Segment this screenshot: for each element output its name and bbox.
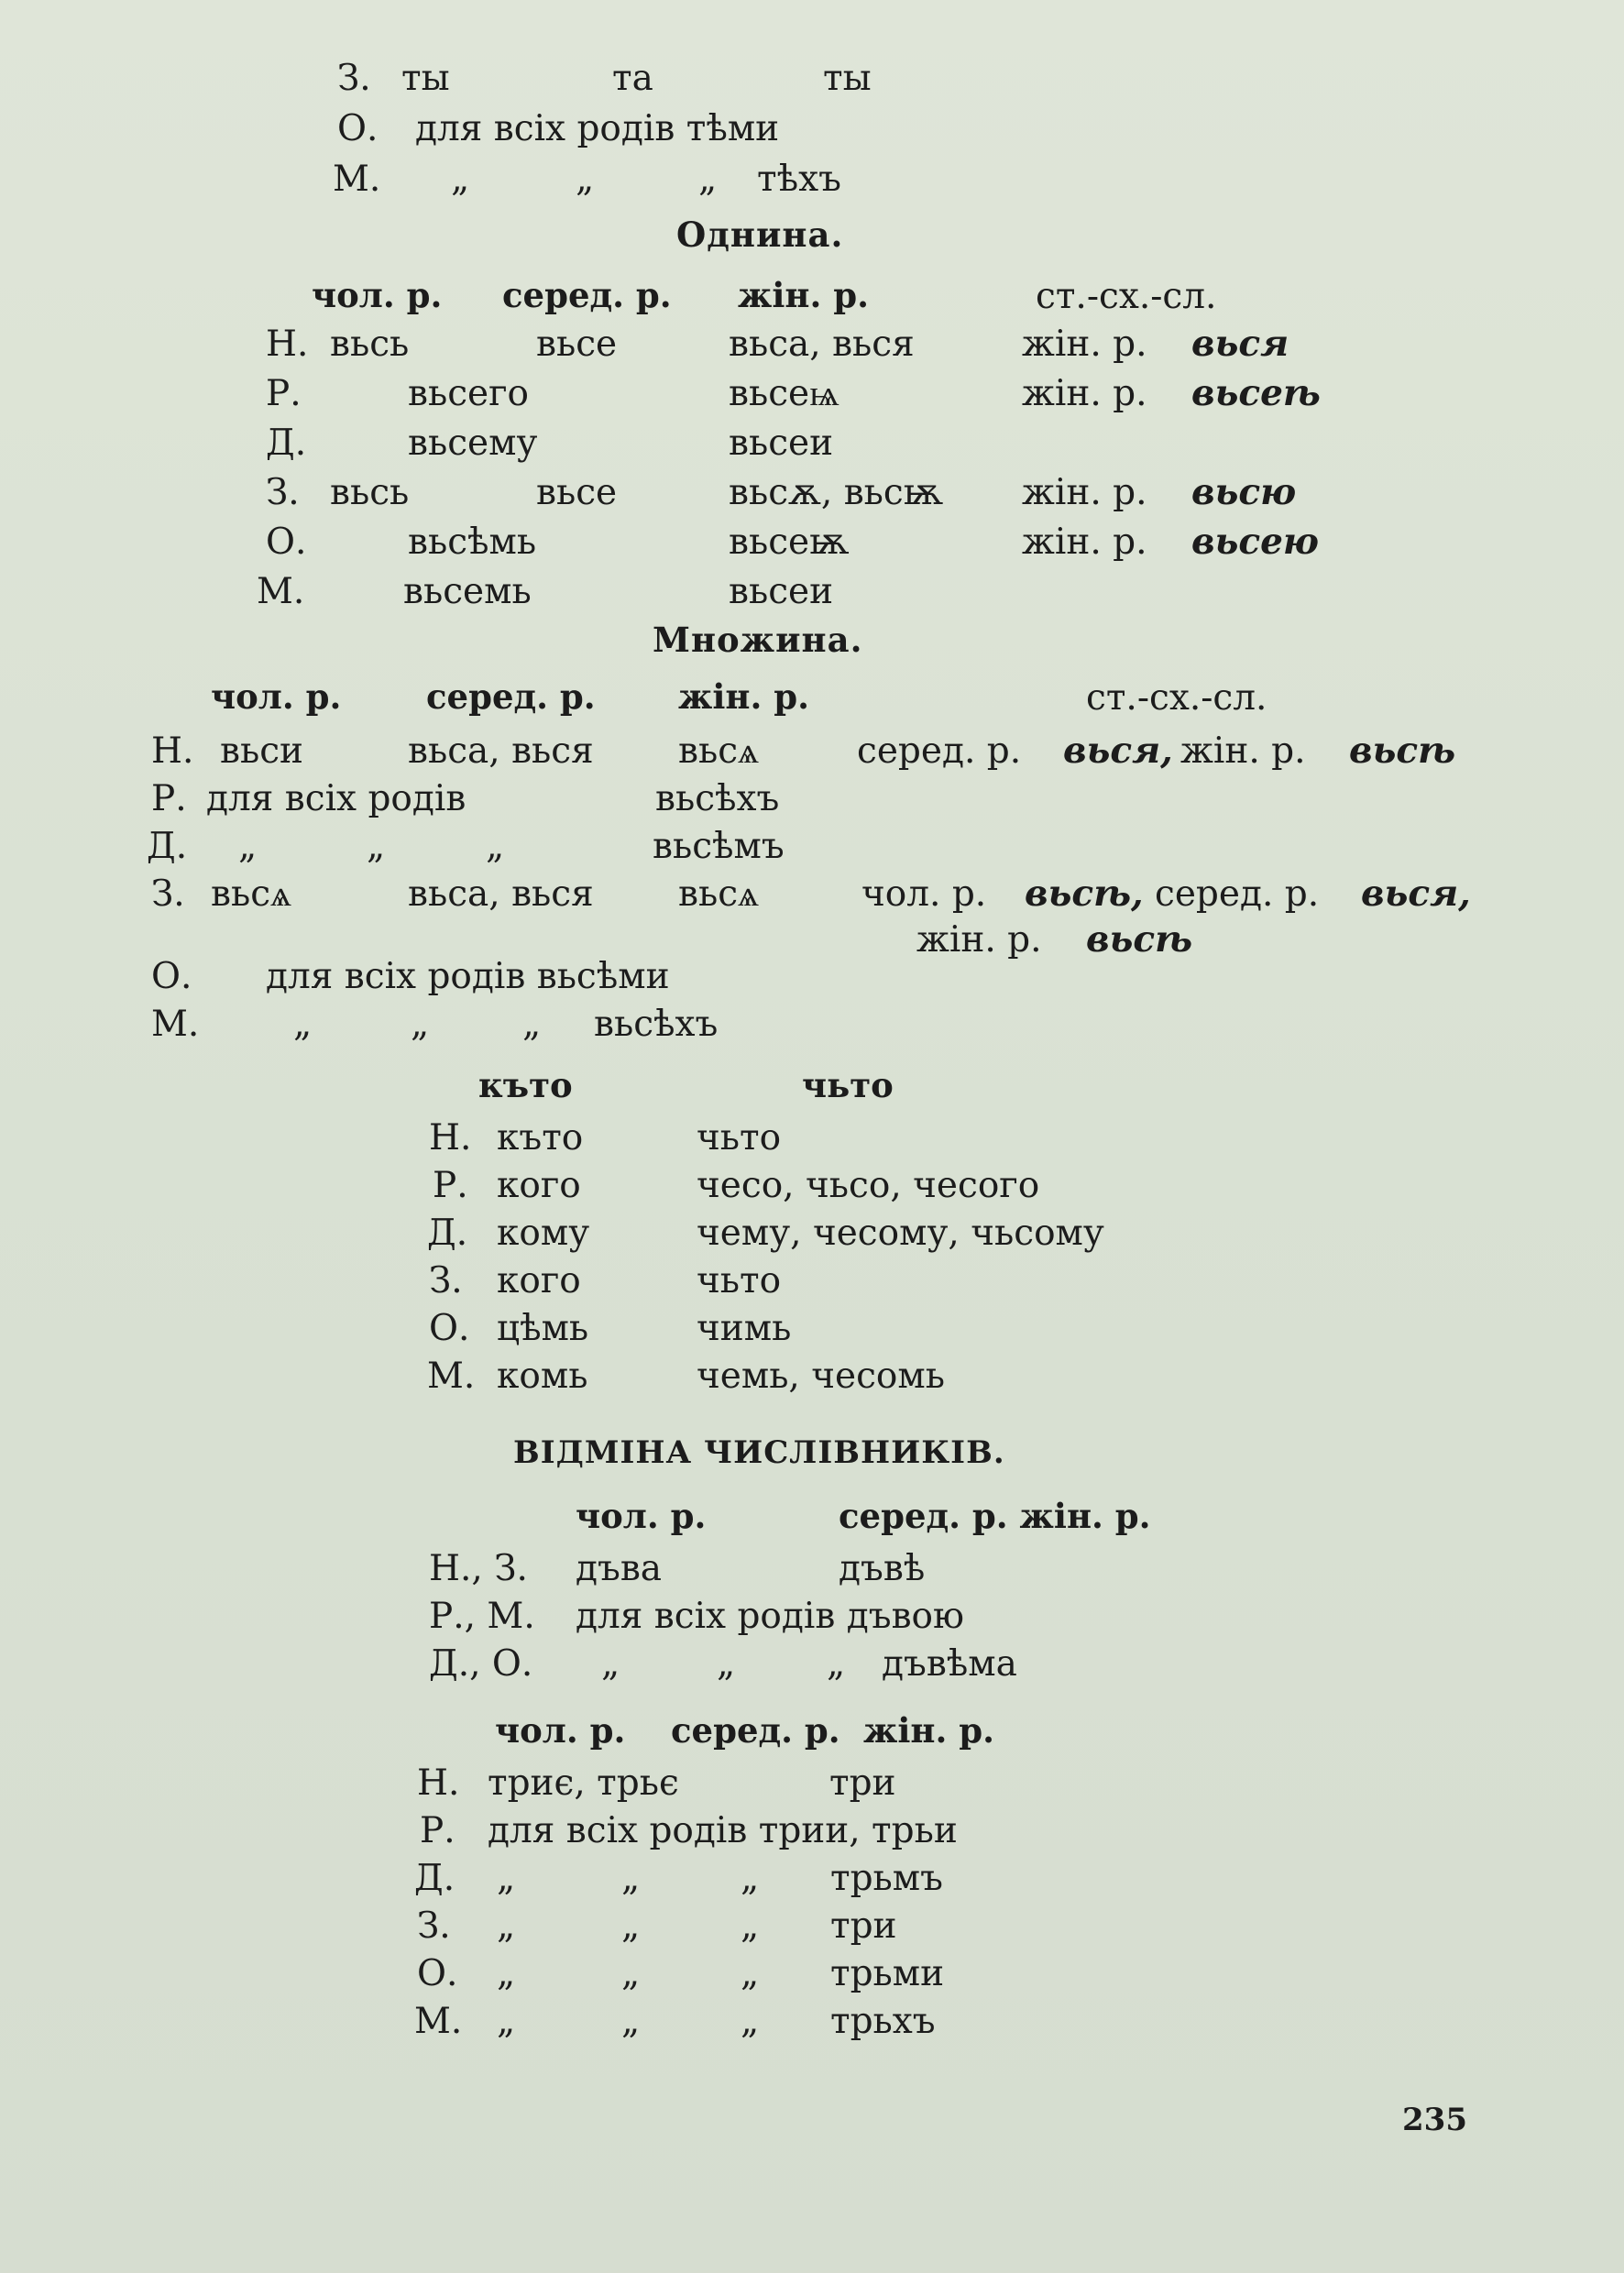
ditto-mark: „: [827, 1643, 846, 1685]
case-label: Д.: [147, 826, 188, 867]
row-text: для всіх родів дъвою: [576, 1596, 964, 1637]
form-b: чьто: [697, 1117, 782, 1158]
section-title: Однина.: [676, 214, 844, 255]
ditto-mark: „: [293, 1004, 313, 1045]
note-italic: вьсею: [1191, 521, 1319, 563]
row-text: для всіх родів тѣми: [415, 108, 780, 149]
word: трьми: [830, 1953, 945, 1994]
word: трьхъ: [830, 2001, 936, 2042]
case-label: З.: [151, 873, 185, 915]
section-title: ВІДМІНА ЧИСЛІВНИКІВ.: [513, 1434, 1005, 1471]
note-italic: вьсѣ: [1086, 918, 1193, 961]
case-label: Д.: [266, 423, 307, 464]
case-label: О.: [151, 956, 192, 997]
ditto-mark: „: [698, 159, 718, 200]
note: чол. р.: [861, 873, 987, 915]
case-label: Н.: [429, 1117, 472, 1158]
ditto-mark: „: [741, 1905, 760, 1947]
form-b: чимь: [697, 1308, 792, 1349]
column-header: чол. р.: [576, 1496, 707, 1536]
word: дъвѣма: [882, 1643, 1017, 1685]
case-label: Р.: [266, 373, 302, 414]
form-f: вьсѫ, вьсѭ: [729, 472, 944, 513]
row-text: для всіх родів трии, трьи: [488, 1810, 958, 1851]
row-text: для всіх родів: [206, 778, 466, 819]
page-number: 235: [1402, 2102, 1467, 2138]
word: вьсѣхъ: [594, 1004, 719, 1045]
form-b: чесо, чьсо, чесого: [697, 1165, 1040, 1206]
column-header: жін. р.: [863, 1710, 995, 1751]
form-f: вьсеѭ: [729, 522, 850, 563]
column-header: серед. р.: [426, 676, 596, 717]
form-m: вьсѧ: [211, 873, 292, 915]
form-f: вьсѧ: [678, 873, 760, 915]
case-label: М.: [257, 571, 305, 612]
form-m: вьсь: [330, 324, 410, 365]
form-a: триє, трьє: [488, 1762, 679, 1804]
form-a: кого: [497, 1165, 581, 1206]
column-header: чол. р.: [495, 1710, 626, 1751]
form-a: кому: [497, 1213, 590, 1254]
form-b: три: [829, 1762, 896, 1804]
word: трьмъ: [830, 1858, 943, 1899]
form-a: кого: [497, 1260, 581, 1301]
form-mn: вьсего: [408, 373, 530, 414]
form-a: къто: [497, 1117, 584, 1158]
note-italic: вьсѣ,: [1025, 873, 1144, 915]
case-label: Р.: [420, 1810, 455, 1851]
case-label: Д.: [414, 1858, 455, 1899]
note: жін. р.: [916, 919, 1042, 961]
ditto-mark: „: [621, 1858, 641, 1899]
form-b: чему, чесому, чьсому: [697, 1213, 1104, 1254]
word: вьсѣмъ: [653, 826, 785, 867]
column-header: къто: [478, 1065, 573, 1105]
ditto-mark: „: [621, 1953, 641, 1994]
case-label: М.: [333, 159, 381, 200]
note: серед. р.: [857, 730, 1022, 772]
case-label: Р.: [433, 1165, 468, 1206]
case-label: М.: [151, 1004, 200, 1045]
form-f: вьсеи: [729, 423, 834, 464]
ditto-mark: „: [717, 1643, 736, 1685]
column-header: чол. р.: [211, 676, 342, 717]
note: жін. р.: [1022, 472, 1147, 513]
note-italic: вьсю: [1191, 471, 1297, 513]
case-label: Н.: [266, 324, 309, 365]
case-label: М.: [414, 2001, 463, 2042]
case-label: Д., О.: [429, 1643, 533, 1685]
case-label: М.: [427, 1356, 476, 1397]
form-mn: вьсѣмь: [408, 522, 537, 563]
form-m: вьсь: [330, 472, 410, 513]
note: серед. р.: [1155, 873, 1320, 915]
case-label: Н., З.: [429, 1548, 528, 1589]
form-f: вьсѧ: [678, 730, 760, 772]
column-header: чьто: [802, 1065, 894, 1105]
form-f: вьса, вься: [729, 324, 915, 365]
form-a: комь: [497, 1356, 588, 1397]
note: жін. р.: [1180, 730, 1306, 772]
note-italic: вься,: [1063, 730, 1173, 772]
case-label: Н.: [417, 1762, 460, 1804]
form-n: вьса, вься: [408, 730, 594, 772]
ditto-mark: „: [741, 2001, 760, 2042]
form-n: вьсе: [536, 324, 618, 365]
case-label: О.: [266, 522, 307, 563]
column-header: жін. р.: [738, 275, 870, 315]
form-b: чемь, чесомь: [697, 1356, 945, 1397]
word: вьсѣхъ: [655, 778, 780, 819]
word: тѣхъ: [757, 159, 841, 200]
word: ты: [401, 58, 450, 99]
form-a: дъва: [576, 1548, 663, 1589]
case-label: З.: [417, 1905, 451, 1947]
ditto-mark: „: [621, 2001, 641, 2042]
case-label: Н.: [151, 730, 194, 772]
case-label: Р., М.: [429, 1596, 535, 1637]
form-m: вьси: [220, 730, 304, 772]
case-label: Д.: [427, 1213, 468, 1254]
column-header: чол. р.: [312, 275, 443, 315]
column-header: ст.-сх.-сл.: [1036, 276, 1217, 317]
column-header: серед. р.: [671, 1710, 840, 1751]
form-f: вьсеѩ: [729, 373, 839, 414]
column-header: ст.-сх.-сл.: [1086, 677, 1267, 719]
note-italic: вьсеѣ: [1191, 372, 1321, 414]
form-mn: вьсему: [408, 423, 538, 464]
column-header: серед. р.: [502, 275, 672, 315]
ditto-mark: „: [741, 1953, 760, 1994]
ditto-mark: „: [741, 1858, 760, 1899]
ditto-mark: „: [497, 1905, 516, 1947]
note: жін. р.: [1022, 324, 1147, 365]
word: ты: [823, 58, 872, 99]
note-italic: вься: [1191, 323, 1289, 365]
case-label: З.: [337, 58, 371, 99]
case-label: О.: [417, 1953, 458, 1994]
case-label: З.: [266, 472, 300, 513]
column-header: жін. р.: [678, 676, 810, 717]
form-n: вьсе: [536, 472, 618, 513]
ditto-mark: „: [522, 1004, 542, 1045]
ditto-mark: „: [486, 826, 505, 867]
note: жін. р.: [1022, 522, 1147, 563]
ditto-mark: „: [497, 1953, 516, 1994]
ditto-mark: „: [411, 1004, 430, 1045]
word: та: [612, 58, 653, 99]
case-label: О.: [337, 108, 379, 149]
form-n: вьса, вься: [408, 873, 594, 915]
ditto-mark: „: [238, 826, 258, 867]
column-header: серед. р. жін. р.: [839, 1496, 1151, 1536]
row-text: для всіх родів вьсѣми: [266, 956, 670, 997]
note: жін. р.: [1022, 373, 1147, 414]
ditto-mark: „: [367, 826, 386, 867]
note-italic: вься,: [1361, 873, 1471, 915]
form-f: вьсеи: [729, 571, 834, 612]
note-italic: вьсѣ: [1349, 730, 1456, 772]
section-title: Множина.: [653, 620, 863, 660]
form-b: чьто: [697, 1260, 782, 1301]
form-b: дъвѣ: [839, 1548, 926, 1589]
case-label: Р.: [151, 778, 187, 819]
form-a: цѣмь: [497, 1308, 589, 1349]
ditto-mark: „: [576, 159, 595, 200]
word: три: [830, 1905, 897, 1947]
ditto-mark: „: [451, 159, 470, 200]
case-label: О.: [429, 1308, 470, 1349]
ditto-mark: „: [601, 1643, 620, 1685]
ditto-mark: „: [497, 2001, 516, 2042]
ditto-mark: „: [621, 1905, 641, 1947]
form-mn: вьсемь: [403, 571, 532, 612]
case-label: З.: [429, 1260, 463, 1301]
ditto-mark: „: [497, 1858, 516, 1899]
